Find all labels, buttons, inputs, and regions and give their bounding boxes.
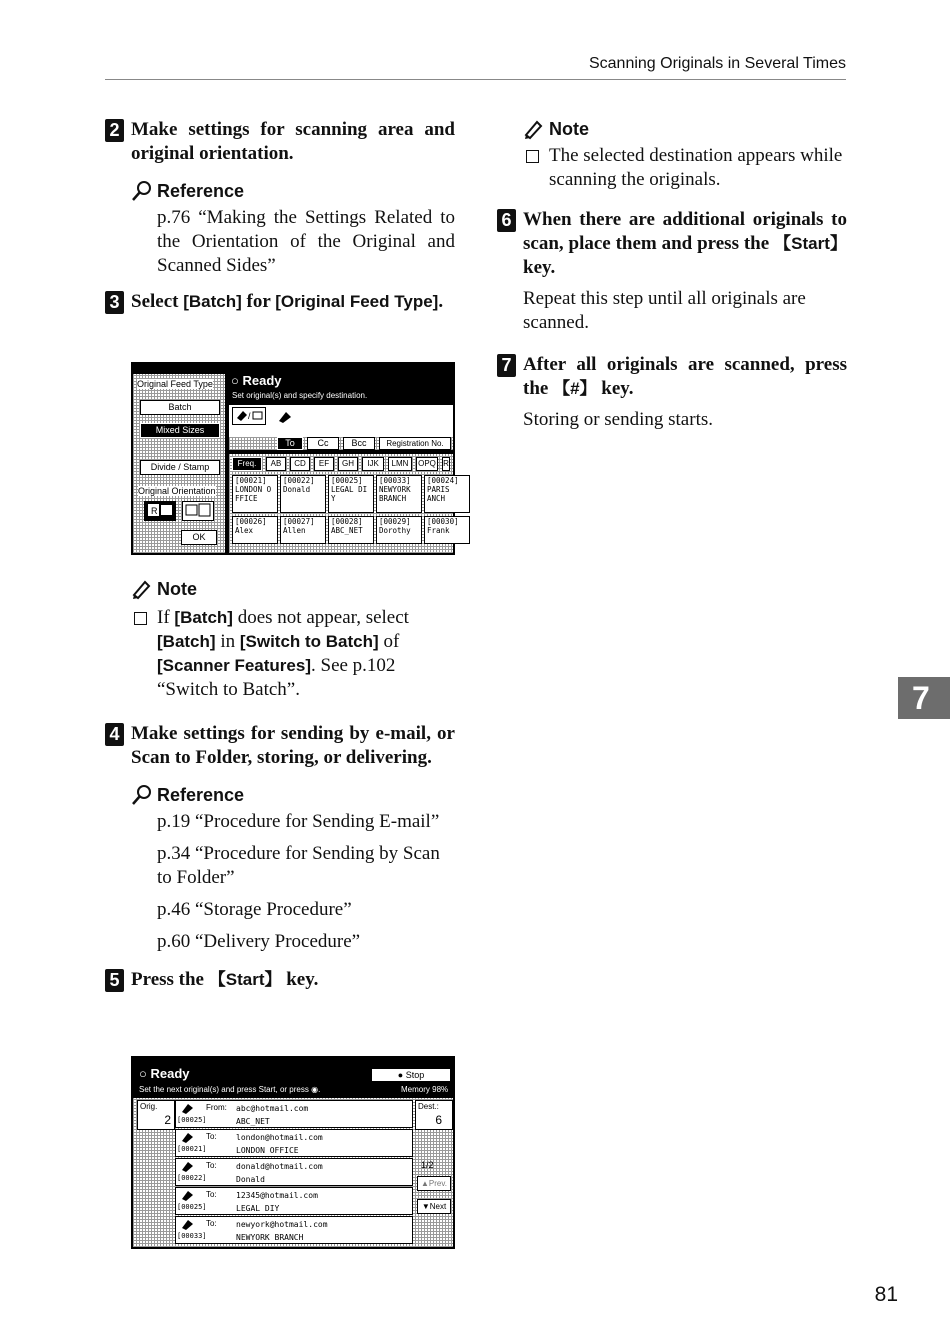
originals-counter: Orig. 2 [137,1100,175,1130]
step-number: 7 [497,354,516,377]
address-tab[interactable]: OPQ [416,457,438,471]
to-button[interactable]: To [277,437,303,450]
entry-label: ABC_NET [331,526,363,535]
reference-text: p.76 “Making the Settings Related to the Orientation of the Original and Scanned Sides” [157,207,455,276]
destination-email: 12345@hotmail.com [236,1191,318,1200]
destination-id: [00033] [177,1232,207,1240]
address-entry-button[interactable] [376,516,422,544]
step-7-text: Storing or sending starts. [523,409,713,430]
reference-item: p.34 “Procedure for Sending by Scan to Folder” [157,843,440,888]
registration-number-button[interactable]: Registration No. [379,437,451,450]
destination-id: [00022] [177,1174,207,1182]
mixed-sizes-button[interactable]: Mixed Sizes [140,423,220,438]
step-4: 4 Make settings for sending by e-mail, or Scan to Folder, storing, or delivering. [105,722,455,770]
orientation-readable-icon [146,502,174,518]
destination-name: LEGAL DIY [236,1204,280,1213]
checkbox-bullet-icon [134,612,147,625]
destination-row [175,1129,413,1157]
entry-label: BRANCH [379,494,407,503]
entry-id: [00030] [427,517,459,526]
destination-name: LONDON OFFICE [236,1146,299,1155]
entry-id: [00022] [283,476,315,485]
entry-label: Y [331,494,336,503]
orientation-top-button[interactable] [144,501,176,521]
reference-list [105,810,455,954]
address-entry-button[interactable] [424,516,470,544]
entry-id: [00026] [235,517,267,526]
email-pen-icon [181,1190,195,1202]
destination-type-button[interactable] [232,407,266,425]
entry-label: Allen [283,526,306,535]
scanner-screen-batch [131,362,459,555]
address-entry-button[interactable] [280,475,326,513]
divide-stamp-button[interactable]: Divide / Stamp [140,460,220,475]
email-pen-icon [181,1219,195,1231]
right-column [497,118,847,432]
left-column [105,118,455,314]
email-pen-icon [181,1103,195,1115]
destination-email: donald@hotmail.com [236,1162,323,1171]
step-number: 6 [497,209,516,232]
entry-label: LONDON O [235,485,272,494]
ready-icon: ○ [139,1066,147,1081]
prev-button[interactable]: ▲Prev. [417,1176,451,1191]
destination-name: ABC_NET [236,1117,270,1126]
up-arrow-icon: ▲ [421,1179,429,1188]
entry-label: Alex [235,526,254,535]
reference-item: p.19 “Procedure for Sending E-mail” [157,811,440,832]
destination-email: abc@hotmail.com [236,1104,309,1113]
ready-status: ○ Ready [231,373,282,388]
entry-label: NEWYORK [379,485,411,494]
stop-button[interactable]: ● Stop [371,1068,451,1082]
entry-label: PARIS [427,485,450,494]
destination-row [175,1100,413,1128]
step-5: 5 Press the 【Start】 key. [105,968,455,992]
orientation-side-button[interactable] [182,501,214,521]
address-entry-button[interactable] [280,516,326,544]
email-pen-icon [181,1132,195,1144]
destination-role: To: [206,1190,217,1199]
address-entry-button[interactable] [232,516,278,544]
orientation-unreadable-icon [184,502,212,518]
destination-role: To: [206,1219,217,1228]
email-pen-icon [277,410,293,424]
step-2 [105,118,455,166]
magnifier-icon [131,784,153,806]
step-text: Make settings for scanning area and original orientation. [131,119,455,164]
reference-label: Reference [131,784,455,806]
destination-id: [00025] [177,1116,207,1124]
address-entry-button[interactable] [328,475,374,513]
entry-label: Donald [283,485,311,494]
entry-label: FFICE [235,494,258,503]
reference-label: Reference [131,180,455,202]
scanner-screen-ready [131,1056,455,1249]
next-button[interactable]: ▼Next [417,1199,451,1214]
stop-icon: ● [397,1070,404,1080]
entry-id: [00024] [427,476,459,485]
step-number: 4 [105,723,124,746]
destination-name: NEWYORK BRANCH [236,1233,304,1242]
magnifier-icon [131,180,153,202]
destination-role: To: [206,1161,217,1170]
ready-status: ○ Ready [139,1066,190,1081]
destination-id: [00025] [177,1203,207,1211]
note-bullet: If [Batch] does not appear, select [Batch] in [Switch to Batch] of [Scanner Features]. See p.102 “Switch to Batch”. [105,606,455,702]
step-number: 5 [105,969,124,992]
pencil-icon [523,118,545,140]
step-6-text: Repeat this step until all originals are scanned. [523,288,806,333]
entry-id: [00021] [235,476,267,485]
address-entry-button[interactable] [232,475,278,513]
email-pen-icon [181,1161,195,1173]
page-indicator: 1/2 [421,1160,434,1170]
address-tab[interactable]: GH [338,457,358,471]
destinations-counter: Dest.: 6 [415,1100,453,1130]
checkbox-bullet-icon [526,150,539,163]
destination-row [175,1216,413,1244]
entry-id: [00028] [331,517,363,526]
step-7: 7 After all originals are scanned, press the 【#】 key. [497,353,847,401]
step-number: 3 [105,291,124,314]
memory-indicator: Memory 98% [401,1085,449,1094]
svg-text:/: / [248,411,251,421]
address-tab[interactable]: AB [266,457,286,471]
entry-label: ANCH [427,494,446,503]
start-icon: ◉ [311,1085,319,1094]
screen-instruction: Set original(s) and specify destination. [232,391,368,400]
page-header [105,55,846,80]
destination-id: [00021] [177,1145,207,1153]
destination-row [175,1187,413,1215]
entry-label: Frank [427,526,450,535]
address-tab[interactable]: Freq. [232,457,262,471]
address-entry-button[interactable] [328,516,374,544]
note-label: Note [131,578,455,600]
address-entry-button[interactable] [424,475,470,513]
entry-id: [00025] [331,476,363,485]
destination-email: london@hotmail.com [236,1133,323,1142]
reference-item: p.60 “Delivery Procedure” [157,931,361,952]
destination-role: From: [206,1103,227,1112]
header-title: Scanning Originals in Several Times [588,55,846,72]
entry-id: [00029] [379,517,411,526]
reference-item: p.46 “Storage Procedure” [157,899,352,920]
page-number: 81 [874,1283,898,1306]
step-3: 3 Select [Batch] for [Original Feed Type]. [105,290,455,314]
orientation-title: Original Orientation [138,486,216,496]
chapter-tab: 7 [898,677,950,719]
feed-type-title: Original Feed Type [137,379,213,389]
bcc-button[interactable]: Bcc [343,437,375,450]
left-column-lower [105,578,455,992]
destination-row [175,1158,413,1186]
down-arrow-icon: ▼ [421,1202,430,1211]
note-bullet: The selected destination appears while scanning the originals. [497,144,847,192]
address-tab[interactable]: IJK [362,457,384,471]
cc-button[interactable]: Cc [307,437,339,450]
note-label: Note [523,118,847,140]
address-tab[interactable]: R [442,457,450,471]
destination-email: newyork@hotmail.com [236,1220,328,1229]
svg-text:R: R [151,506,158,516]
entry-id: [00027] [283,517,315,526]
address-tab[interactable]: LMN [388,457,412,471]
address-tab[interactable]: CD [290,457,310,471]
ready-icon: ○ [231,373,239,388]
ok-button[interactable]: OK [181,530,217,545]
step-6: 6 When there are additional originals to scan, place them and press the 【Start】 key. [497,208,847,280]
address-tab[interactable]: EF [314,457,334,471]
step-number: 2 [105,119,124,142]
entry-label: Dorothy [379,526,411,535]
address-entry-button[interactable] [376,475,422,513]
destination-name: Donald [236,1175,265,1184]
batch-button[interactable]: Batch [140,400,220,415]
screen-instruction: Set the next original(s) and press Start, or press ◉. [139,1085,321,1094]
pencil-icon [131,578,153,600]
mail-folder-icon [234,408,264,422]
entry-label: LEGAL DI [331,485,368,494]
entry-id: [00033] [379,476,411,485]
destination-role: To: [206,1132,217,1141]
